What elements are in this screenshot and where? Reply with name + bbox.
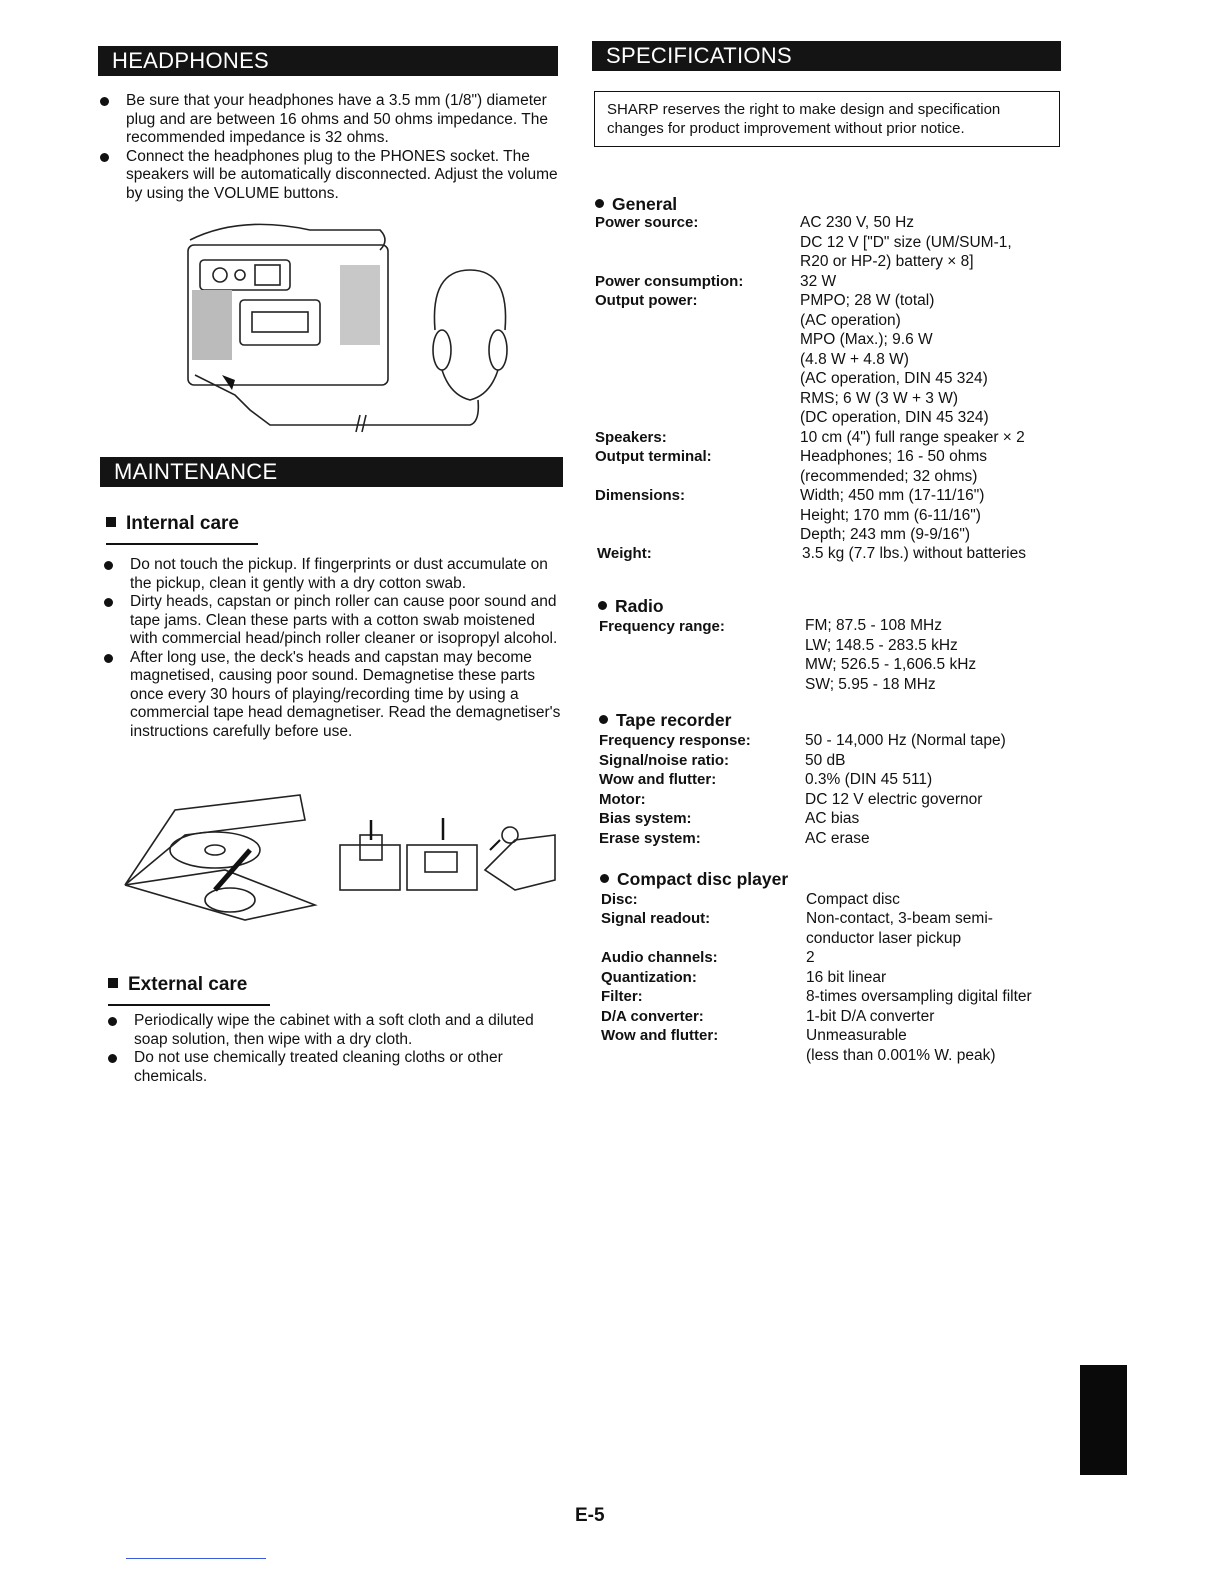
maintenance-section-bar — [100, 457, 563, 487]
speakers-label: Speakers: — [595, 429, 667, 446]
cd-values — [806, 948, 1032, 1065]
bullet-icon — [108, 1017, 117, 1026]
headphones-bullet-2: Connect the headphones plug to the PHONES socket. The speakers will be automatically disconnected. Adjust the volume by using the VOLUME buttons. — [100, 148, 560, 204]
internal-care-bullets — [104, 556, 564, 741]
external-care-bullet-1: Periodically wipe the cabinet with a soft cloth and a diluted soap solution, then wipe with a dry cloth. — [108, 1012, 570, 1049]
external-care-bullets — [108, 1012, 570, 1086]
bullet-icon — [104, 598, 113, 607]
frequency-range-label: Frequency range: — [599, 618, 725, 635]
bullet-icon — [100, 153, 109, 162]
cd-wow-label: Wow and flutter: — [601, 1027, 719, 1044]
headphones-section-bar — [98, 46, 558, 76]
footer-rule — [126, 1558, 266, 1559]
cd-signal-readout-label: Signal readout: — [601, 910, 711, 927]
tape-labels — [599, 731, 751, 848]
specifications-title: SPECIFICATIONS — [606, 43, 792, 68]
tape-recorder-heading: Tape recorder — [599, 710, 731, 731]
cd-signal-readout-value: Non-contact, 3-beam semi- conductor laser pickup — [806, 910, 993, 947]
tape-values — [805, 731, 1006, 848]
tape-label-bias-system: Bias system: — [599, 810, 692, 827]
tape-value-motor: DC 12 V electric governor — [805, 790, 983, 808]
power-source-value: AC 230 V, 50 Hz DC 12 V ["D" size (UM/SUM-1, R20 or HP-2) battery × 8] — [800, 214, 1012, 270]
frequency-range-value: FM; 87.5 - 108 MHz LW; 148.5 - 283.5 kHz MW; 526.5 - 1,606.5 kHz SW; 5.95 - 18 MHz — [805, 617, 977, 693]
cd-da-value: 1-bit D/A converter — [806, 1007, 935, 1025]
bullet-icon — [595, 199, 604, 208]
internal-care-bullet-3: After long use, the deck's heads and capstan may become magnetised, causing poor sound. Demagnetise these parts once every 30 hours of playing/recording time by using a commercial tape head demagnetiser. Read the demagnetiser's instructions carefully before use. — [104, 649, 564, 742]
headphones-bullet-1: Be sure that your headphones have a 3.5 mm (1/8") diameter plug and are between 16 ohms and 50 ohms impedance. The recommended impedance is 32 ohms. — [100, 92, 560, 148]
output-power-label: Output power: — [595, 292, 698, 309]
dimensions-label: Dimensions: — [595, 487, 686, 504]
output-terminal-label: Output terminal: — [595, 448, 712, 465]
cd-wow-value-1: Unmeasurable — [806, 1027, 907, 1044]
tape-label-wow-flutter: Wow and flutter: — [599, 771, 717, 788]
cd-filter-value: 8-times oversampling digital filter — [806, 988, 1032, 1005]
cd-wow-value-2: (less than 0.001% W. peak) — [806, 1046, 996, 1064]
tape-value-erase-system: AC erase — [805, 829, 870, 847]
maintenance-title: MAINTENANCE — [114, 459, 278, 484]
internal-care-bullet-1: Do not touch the pickup. If fingerprints or dust accumulate on the pickup, clean it gently with a dry cotton swab. — [104, 556, 564, 593]
tape-label-motor: Motor: — [599, 790, 646, 808]
square-bullet-icon — [106, 517, 116, 527]
tape-value-signal-noise: 50 dB — [805, 751, 846, 769]
tape-value-frequency-response: 50 - 14,000 Hz (Normal tape) — [805, 732, 1006, 749]
side-thumb-tab — [1080, 1365, 1127, 1475]
cd-quantization-label: Quantization: — [601, 968, 697, 986]
external-care-heading: External care — [108, 974, 247, 996]
radio-heading: Radio — [598, 596, 664, 617]
output-terminal-value: Headphones; 16 - 50 ohms (recommended; 32 ohms) — [800, 448, 987, 485]
external-care-rule — [108, 1004, 270, 1006]
page-number: E-5 — [575, 1505, 605, 1526]
cd-disc-value: Compact disc — [806, 891, 900, 908]
bullet-icon — [599, 715, 608, 724]
tape-value-wow-flutter: 0.3% (DIN 45 511) — [805, 771, 933, 788]
headphones-illustration — [180, 210, 530, 440]
bullet-icon — [598, 601, 607, 610]
speakers-value: 10 cm (4") full range speaker × 2 — [800, 429, 1025, 446]
tape-value-bias-system: AC bias — [805, 810, 860, 827]
headphones-title: HEADPHONES — [112, 48, 270, 73]
power-consumption-value: 32 W — [800, 273, 837, 290]
weight-label: Weight: — [597, 545, 652, 562]
bullet-icon — [104, 561, 113, 570]
external-care-bullet-2: Do not use chemically treated cleaning cloths or other chemicals. — [108, 1049, 570, 1086]
general-heading: General — [595, 194, 677, 215]
bullet-icon — [600, 874, 609, 883]
cd-quantization-value: 16 bit linear — [806, 968, 887, 986]
headphones-bullets — [100, 92, 560, 203]
tape-label-erase-system: Erase system: — [599, 829, 701, 847]
bullet-icon — [104, 654, 113, 663]
specifications-notice: SHARP reserves the right to make design and specification changes for product improvement without prior notice. — [594, 91, 1060, 147]
cd-disc-label: Disc: — [601, 891, 638, 908]
tape-label-signal-noise: Signal/noise ratio: — [599, 751, 730, 769]
cd-da-label: D/A converter: — [601, 1007, 704, 1025]
square-bullet-icon — [108, 978, 118, 988]
cd-cleaning-illustration — [115, 790, 565, 925]
cd-filter-label: Filter: — [601, 988, 643, 1005]
bullet-icon — [108, 1054, 117, 1063]
cd-labels — [601, 948, 718, 1046]
cd-audio-channels-value: 2 — [806, 949, 815, 966]
weight-value: 3.5 kg (7.7 lbs.) without batteries — [802, 545, 1027, 562]
tape-label-frequency-response: Frequency response: — [599, 732, 751, 749]
cd-player-heading: Compact disc player — [600, 869, 788, 890]
internal-care-bullet-2: Dirty heads, capstan or pinch roller can cause poor sound and tape jams. Clean these parts with a cotton swab moistened with commercial head/pinch roller cleaner or isopropyl alcohol. — [104, 593, 564, 649]
power-consumption-label: Power consumption: — [595, 273, 744, 290]
output-power-value: PMPO; 28 W (total) (AC operation) MPO (Max.); 9.6 W (4.8 W + 4.8 W) (AC operation, DIN 45 324) RMS; 6 W (3 W + 3 W) (DC operation, DIN 45 324) — [800, 292, 989, 426]
internal-care-heading: Internal care — [106, 513, 239, 535]
dimensions-value: Width; 450 mm (17-11/16") Height; 170 mm (6-11/16") Depth; 243 mm (9-9/16") — [800, 487, 985, 543]
bullet-icon — [100, 97, 109, 106]
cd-audio-channels-label: Audio channels: — [601, 949, 718, 966]
power-source-label: Power source: — [595, 214, 699, 231]
internal-care-rule — [106, 543, 258, 545]
specifications-section-bar — [592, 41, 1061, 71]
